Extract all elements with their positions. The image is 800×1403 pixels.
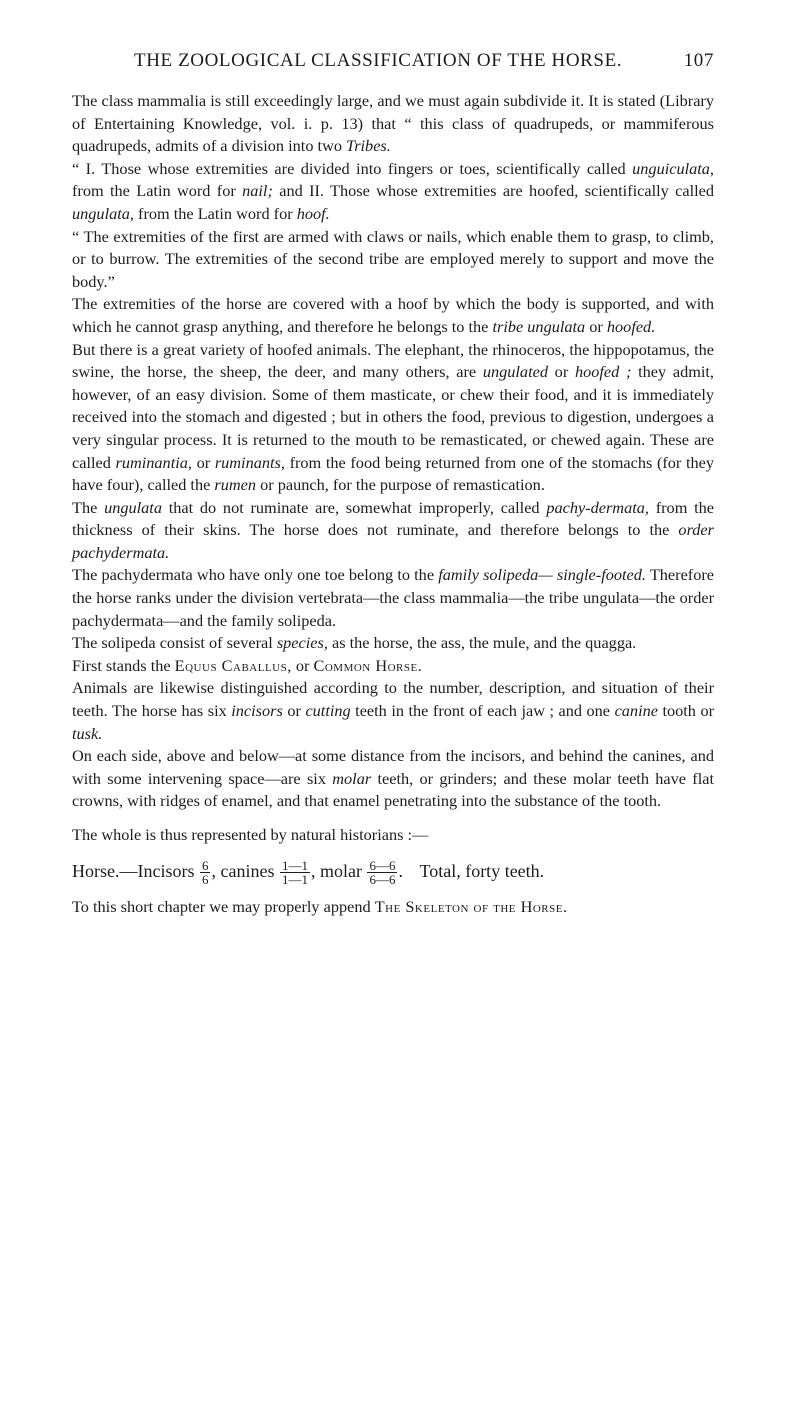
text-run: or bbox=[291, 655, 314, 675]
body-text bbox=[72, 90, 714, 919]
text-run: from the Latin word for bbox=[72, 181, 243, 201]
running-head bbox=[72, 50, 714, 80]
italic-term: pachy-dermata, bbox=[546, 497, 649, 517]
formula-prefix: Horse.—Incisors bbox=[72, 860, 195, 881]
text-run: teeth, or grinders; and these molar teeth have flat crowns, with ridges of enamel, and that enamel penetrating into the substance of the tooth. bbox=[72, 768, 714, 811]
paragraph bbox=[72, 564, 714, 632]
paragraph bbox=[72, 293, 714, 338]
italic-term: hoof. bbox=[296, 203, 330, 223]
text-run: First stands the bbox=[72, 655, 175, 675]
paragraph bbox=[72, 677, 714, 745]
italic-term: ungulata bbox=[104, 497, 162, 517]
molar-label: , molar bbox=[310, 860, 362, 881]
paragraph-gap bbox=[72, 813, 714, 824]
formula-suffix: . bbox=[398, 860, 403, 881]
text-run: The bbox=[72, 497, 105, 517]
text-run: from the food being returned from one of the stomachs (for they have four), called the bbox=[72, 452, 715, 495]
text-run: tooth or bbox=[657, 701, 715, 721]
text-run: Therefore the horse ranks under the division vertebrata—the class mammalia—the tribe ungulata—the order pachydermata—and the family solipeda. bbox=[72, 565, 715, 630]
text-run: or bbox=[191, 452, 215, 472]
italic-term: ungulated bbox=[482, 362, 548, 382]
text-run: To this short chapter we may properly append bbox=[72, 896, 375, 916]
italic-term: tribe ungulata bbox=[492, 316, 586, 336]
paragraph bbox=[72, 158, 714, 226]
paragraph bbox=[72, 497, 714, 565]
text-run: from the thickness of their skins. The horse does not ruminate, and therefore belongs to the bbox=[72, 497, 714, 540]
text-run: The class mammalia is still exceedingly large, and we must again subdivide it. It is stated (Library of Entertaining Knowledge, vol. i. p. 13) that “ this class of quadrupeds, or mammiferous quadrupeds, admits of a division into two bbox=[72, 91, 714, 156]
text-run: The extremities of the horse are covered with a hoof by which the body is supported, and with which he cannot grasp anything, and therefore he belongs to the bbox=[72, 294, 714, 336]
canines-fraction bbox=[280, 859, 310, 886]
incisors-fraction bbox=[200, 859, 211, 886]
text-run: and II. Those whose extremities are hoofed, scientifically called bbox=[272, 181, 714, 201]
italic-term: nail; bbox=[242, 181, 273, 201]
italic-term: rumen bbox=[214, 475, 256, 495]
italic-term: incisors bbox=[231, 701, 283, 721]
text-run: Animals are likewise distinguished according to the number, description, and situation of their teeth. The horse has six bbox=[72, 678, 714, 721]
italic-term: ungulata, bbox=[72, 203, 134, 223]
italic-term: hoofed. bbox=[606, 316, 656, 336]
text-run: But there is a great variety of hoofed animals. The elephant, the rhinoceros, the hippopotamus, the swine, the horse, the sheep, the deer, and many others, are bbox=[72, 339, 714, 382]
italic-term: cutting bbox=[305, 701, 351, 721]
paragraph bbox=[72, 632, 714, 655]
incisors-upper: 6 bbox=[201, 857, 209, 873]
text-run: or paunch, for the purpose of remastication. bbox=[256, 475, 545, 495]
italic-term: tusk. bbox=[72, 723, 103, 743]
small-caps-term: Common Horse. bbox=[313, 655, 423, 675]
italic-term: hoofed ; bbox=[574, 362, 632, 382]
italic-term: family solipeda— single-footed. bbox=[438, 565, 646, 585]
italic-term: molar bbox=[332, 768, 372, 788]
paragraph-list bbox=[72, 90, 714, 847]
canines-upper: 1—1 bbox=[281, 857, 308, 873]
paragraph bbox=[72, 339, 714, 497]
italic-term: Tribes. bbox=[346, 136, 391, 156]
italic-term: species, bbox=[276, 633, 328, 653]
dental-formula bbox=[72, 859, 714, 886]
text-run: from the Latin word for bbox=[133, 203, 297, 223]
text-run: “ The extremities of the first are armed with claws or nails, which enable them to grasp, to climb, or to burrow. The extremities of the second tribe are employed merely to support and move the body.” bbox=[72, 226, 714, 291]
canines-lower: 1—1 bbox=[281, 871, 308, 887]
molar-upper: 6—6 bbox=[369, 857, 396, 873]
text-run: “ I. Those whose extremities are divided into fingers or toes, scientifically called bbox=[72, 158, 633, 178]
italic-term: order pachydermata. bbox=[72, 520, 714, 562]
paragraph bbox=[72, 655, 714, 678]
molar-lower: 6—6 bbox=[369, 871, 396, 887]
paragraph bbox=[72, 824, 714, 847]
paragraph bbox=[72, 745, 714, 813]
text-run: or bbox=[282, 701, 306, 721]
italic-term: ruminantia, bbox=[115, 452, 192, 472]
text-run: The solipeda consist of several bbox=[72, 633, 277, 653]
text-run: The pachydermata who have only one toe belong to the bbox=[72, 565, 439, 585]
canines-label: , canines bbox=[211, 860, 275, 881]
molar-fraction bbox=[367, 859, 397, 886]
text-run: that do not ruminate are, somewhat improperly, called bbox=[161, 497, 547, 517]
italic-term: ruminants, bbox=[214, 452, 285, 472]
small-caps-term: Equus Caballus, bbox=[174, 655, 292, 675]
italic-term: canine bbox=[614, 701, 658, 721]
page-number: 107 bbox=[683, 50, 714, 71]
formula-total: Total, forty teeth. bbox=[419, 860, 545, 881]
italic-term: unguiculata, bbox=[632, 158, 714, 178]
small-caps-term: The Skeleton of the Horse. bbox=[374, 896, 568, 916]
text-run: as the horse, the ass, the mule, and the quagga. bbox=[327, 633, 637, 653]
text-run: they admit, however, of an easy division. Some of them masticate, or chew their food, and it is immediately received into the stomach and digested ; but in others the food, previous to digestion, undergoes a very singular process. It is returned to the mouth to be remasticated, or chewed again. These are called bbox=[72, 362, 715, 472]
running-title: THE ZOOLOGICAL CLASSIFICATION OF THE HORSE. bbox=[134, 50, 623, 71]
text-run: On each side, above and below—at some distance from the incisors, and behind the canines, and with some intervening space—are six bbox=[72, 746, 714, 788]
text-run: teeth in the front of each jaw ; and one bbox=[350, 701, 615, 721]
incisors-lower: 6 bbox=[201, 871, 209, 887]
text-run: or bbox=[547, 362, 575, 382]
closing-paragraph bbox=[72, 896, 714, 919]
text-run: The whole is thus represented by natural historians :— bbox=[72, 825, 429, 844]
paragraph bbox=[72, 90, 714, 158]
text-run: or bbox=[585, 316, 607, 336]
paragraph bbox=[72, 226, 714, 294]
